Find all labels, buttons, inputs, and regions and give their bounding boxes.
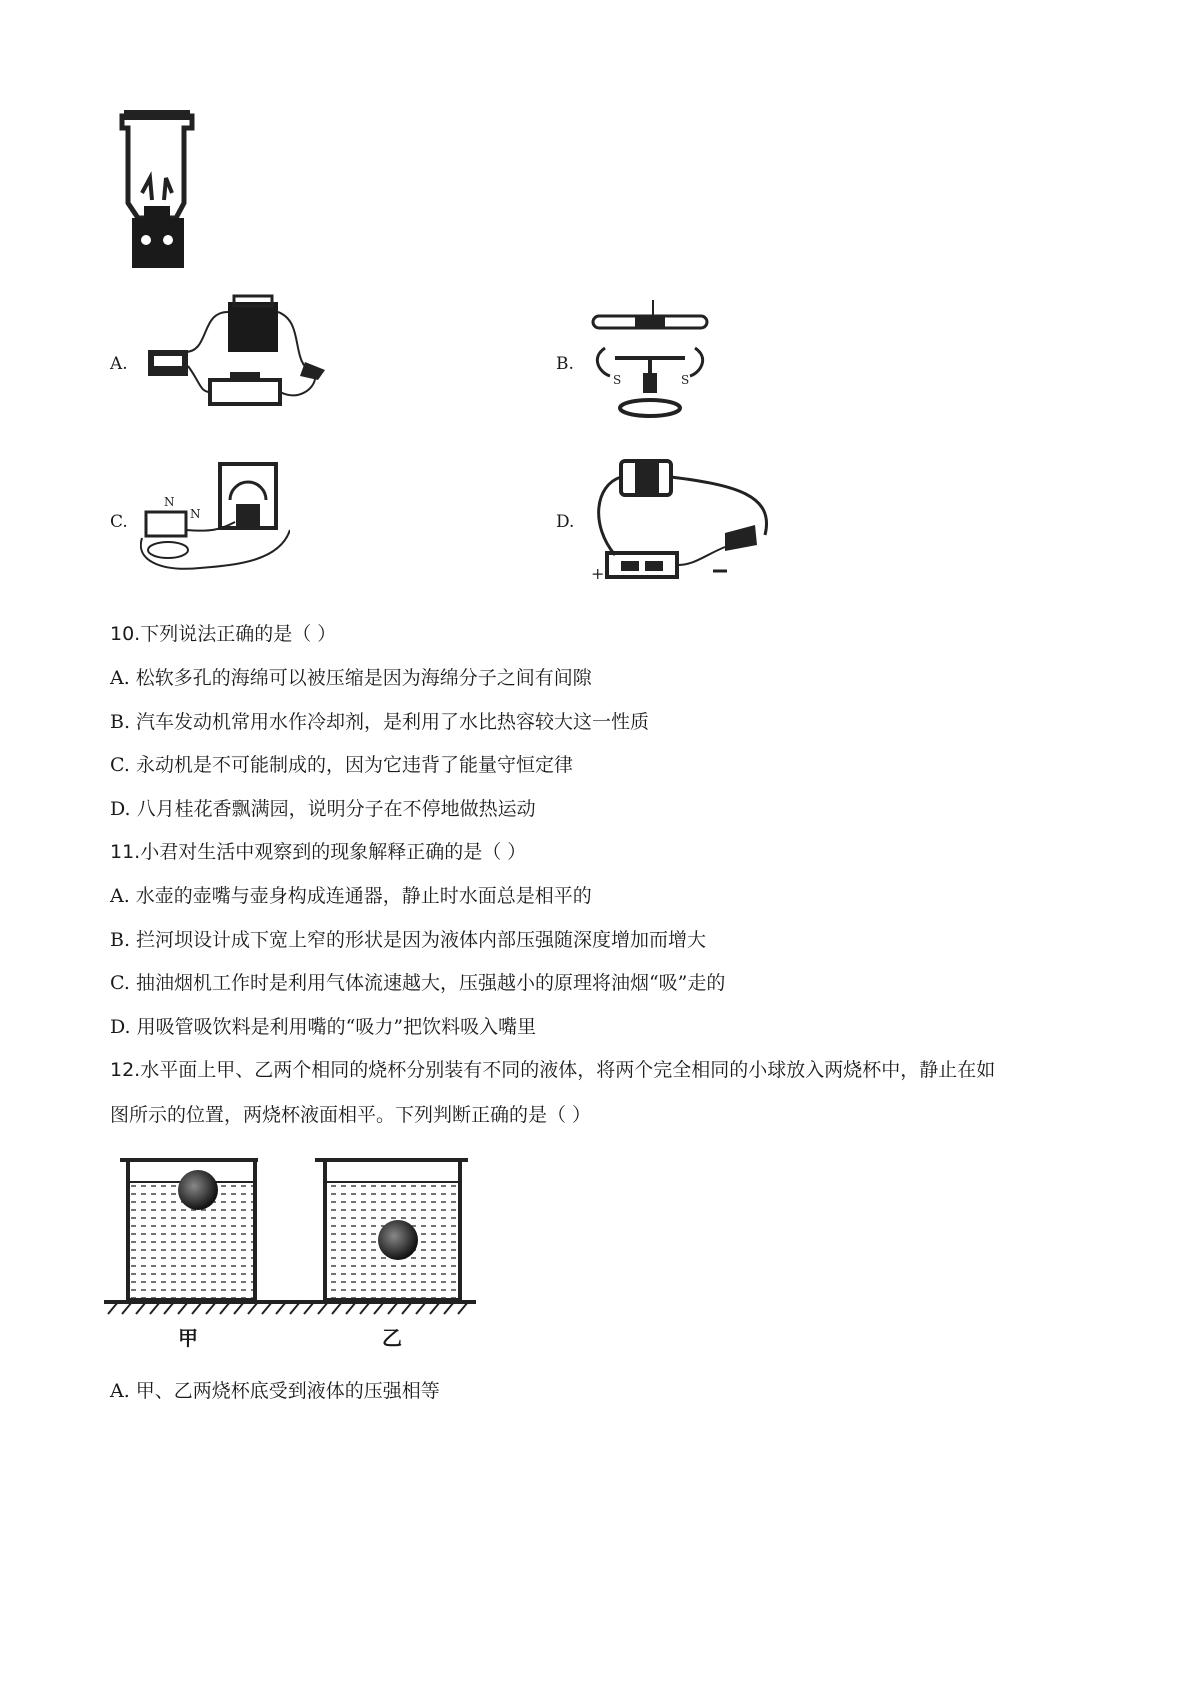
svg-text:S: S	[613, 373, 622, 387]
svg-text:N: N	[190, 507, 201, 521]
option-d-figure	[585, 455, 780, 590]
q11-option-b: B. 拦河坝设计成下宽上窄的形状是因为液体内部压强随深度增加而增大	[110, 929, 707, 951]
q10-title: 10.下列说法正确的是（ ）	[110, 623, 337, 645]
option-d-letter: D.	[556, 512, 575, 532]
q11-option-a: A. 水壶的壶嘴与壶身构成连通器，静止时水面总是相平的	[110, 885, 592, 907]
svg-text:S: S	[681, 373, 690, 387]
q10-option-b: B. 汽车发动机常用水作冷却剂，是利用了水比热容较大这一性质	[110, 711, 650, 733]
q10-option-a: A. 松软多孔的海绵可以被压缩是因为海绵分子之间有间隙	[110, 667, 592, 689]
q12-title-line2: 图所示的位置，两烧杯液面相平。下列判断正确的是（ ）	[110, 1104, 592, 1126]
option-b-figure	[585, 298, 715, 423]
q11-title: 11.小君对生活中观察到的现象解释正确的是（ ）	[110, 841, 527, 863]
option-c-letter: C.	[110, 512, 128, 532]
beaker-label-jia: 甲	[178, 1326, 198, 1350]
beakers-figure	[100, 1150, 480, 1360]
q11-option-c: C. 抽油烟机工作时是利用气体流速越大，压强越小的原理将油烟“吸”走的	[110, 972, 726, 994]
q10-option-c: C. 永动机是不可能制成的，因为它违背了能量守恒定律	[110, 754, 573, 776]
q10-option-d: D. 八月桂花香飘满园，说明分子在不停地做热运动	[110, 798, 536, 820]
beaker-label-yi: 乙	[382, 1326, 402, 1350]
option-b-letter: B.	[556, 354, 574, 374]
svg-text:N: N	[164, 495, 175, 509]
device-figure	[112, 108, 202, 273]
option-c-figure	[140, 460, 290, 585]
q11-option-d: D. 用吸管吸饮料是利用嘴的“吸力”把饮料吸入嘴里	[110, 1016, 537, 1038]
q12-title-line1: 12.水平面上甲、乙两个相同的烧杯分别装有不同的液体，将两个完全相同的小球放入两烧杯中，静止在如	[110, 1059, 996, 1081]
option-a-figure	[140, 292, 340, 422]
svg-text:+: +	[591, 564, 605, 583]
q12-option-a: A. 甲、乙两烧杯底受到液体的压强相等	[110, 1380, 440, 1402]
option-a-letter: A.	[110, 354, 128, 374]
